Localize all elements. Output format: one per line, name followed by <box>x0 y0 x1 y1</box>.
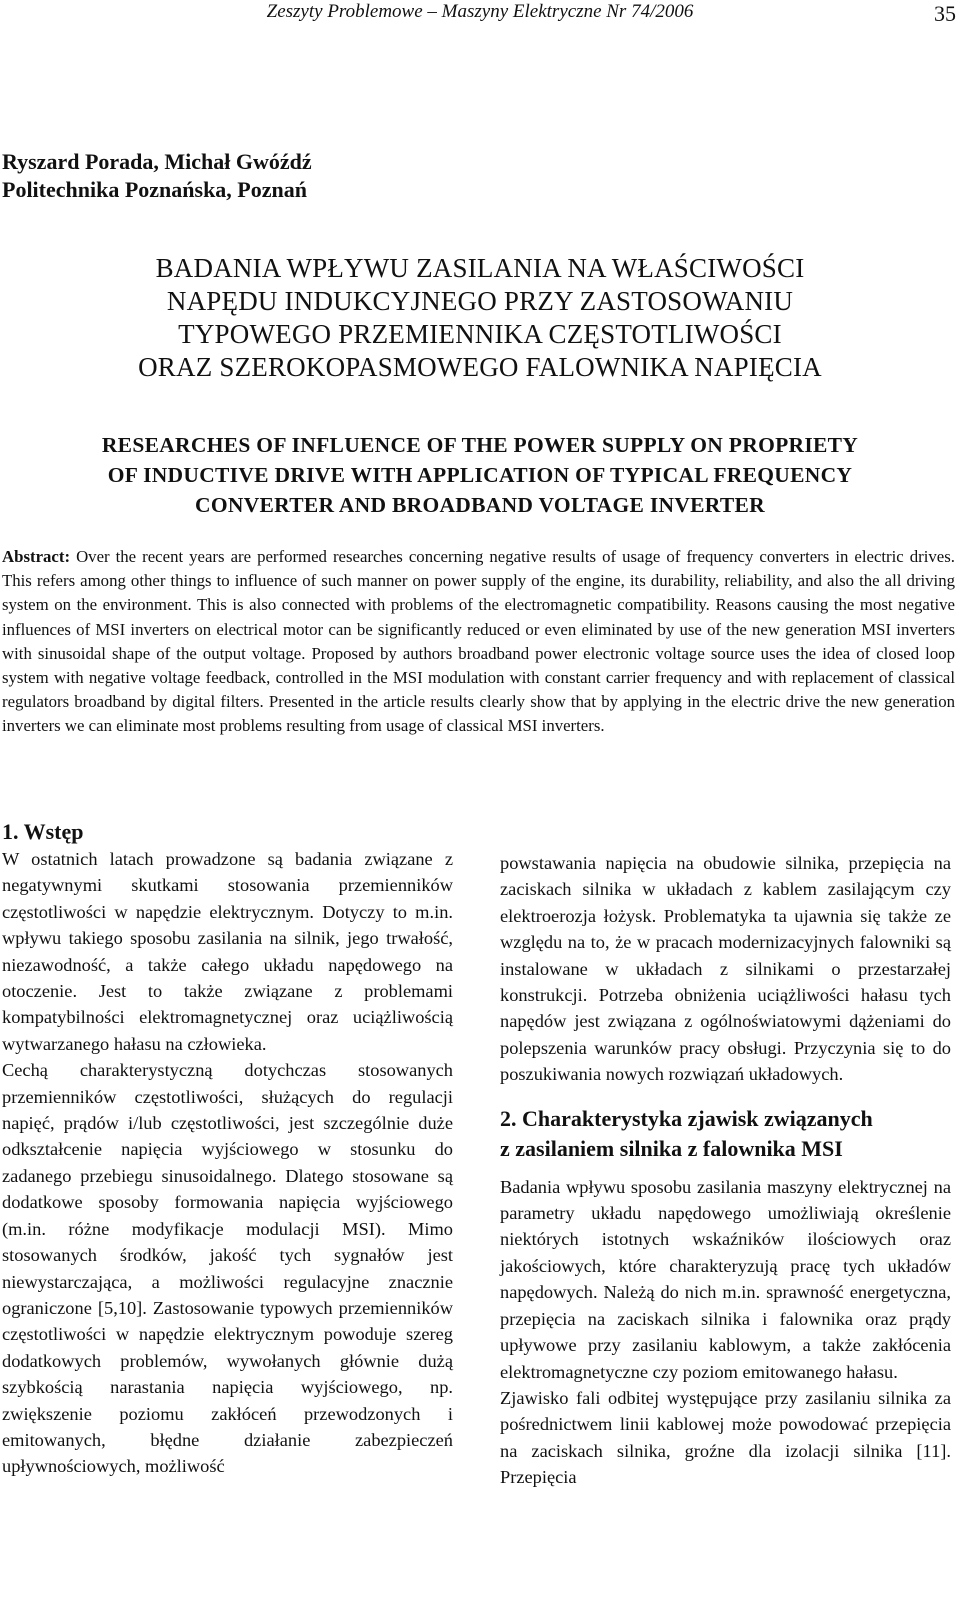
right-column <box>500 850 951 1491</box>
section-1-continuation: powstawania napięcia na obudowie silnika, przepięcia na zaciskach silnika w układach z kablem zasilającym czy elektroerozja łożysk. Problematyka ta ujawnia się także ze względu na to, że w pracach modernizacyjnych falowniki są instalowane w układach z silnikami o przestarzałej konstrukcji. Potrzeba obniżenia uciążliwości hałasu tych napędów jest związana z ogólnoświatowymi dążeniami do polepszenia warunków pracy obsługi. Przyczynia się to do poszukiwania nowych rozwiązań układowych. <box>500 853 951 1085</box>
title-polish-line: ORAZ SZEROKOPASMOWEGO FALOWNIKA NAPIĘCIA <box>138 352 822 382</box>
section-2-paragraph: Zjawisko fali odbitej występujące przy zasilaniu silnika za pośrednictwem linii kablowej może powodować przepięcia na zaciskach silnika, groźne dla izolacji silnika [11]. Przepięcia <box>500 1387 951 1488</box>
title-english-line: CONVERTER AND BROADBAND VOLTAGE INVERTER <box>195 493 765 517</box>
title-english-line: OF INDUCTIVE DRIVE WITH APPLICATION OF TYPICAL FREQUENCY <box>107 463 853 487</box>
author-affiliation: Politechnika Poznańska, Poznań <box>2 177 307 202</box>
page-number: 35 <box>934 1 956 26</box>
section-1-heading: 1. Wstęp <box>2 819 84 844</box>
abstract <box>2 545 955 739</box>
section-1-paragraph: W ostatnich latach prowadzone są badania związane z negatywnymi skutkami stosowania przemienników częstotliwości w napędzie elektrycznym. Dotyczy to m.in. wpływu takiego sposobu zasilania na silnik, jego trwałość, niezawodność, a także całego układu napędowego na otoczenie. Jest to także związane z problemami kompatybilności elektromagnetycznej oraz uciążliwością wytwarzanego hałasu na człowieka. <box>2 849 453 1054</box>
section-2-heading-line: z zasilaniem silnika z falownika MSI <box>500 1135 843 1161</box>
journal-header: Zeszyty Problemowe – Maszyny Elektryczne Nr 74/2006 <box>266 1 694 22</box>
author-block <box>2 148 312 204</box>
abstract-label: Abstract: <box>2 547 71 566</box>
author-names: Ryszard Porada, Michał Gwóźdź <box>2 149 312 174</box>
title-english-line: RESEARCHES OF INFLUENCE OF THE POWER SUPPLY ON PROPRIETY <box>101 433 859 457</box>
abstract-text: Over the recent years are performed researches concerning negative results of usage of frequency converters in electric drives. This refers among other things to influence of such manner on power supply of the engine, its durability, reliability, and also the all driving system on the environment. This is also connected with problems of the electromagnetic compatibility. Reasons causing the most negative influences of MSI inverters on electrical motor can be significantly reduced or even eliminated by use of the new generation MSI inverters with sinusoidal shape of the output voltage. Proposed by authors broadband power electronic voltage source uses the idea of closed loop system with negative voltage feedback, controlled in the MSI modulation with constant carrier frequency and with replacement of classical regulators broadband by digital filters. Presented in the article results clearly show that by applying in the electric drive the new generation inverters we can eliminate most problems resulting from usage of classical MSI inverters. <box>2 547 955 736</box>
section-2-heading-line: 2. Charakterystyka zjawisk związanych <box>500 1105 873 1131</box>
title-polish-line: NAPĘDU INDUKCYJNEGO PRZY ZASTOSOWANIU <box>166 286 794 316</box>
section-2-heading <box>500 1104 951 1164</box>
section-2-paragraph: Badania wpływu sposobu zasilania maszyny elektrycznej na parametry układu napędowego umożliwiają określenie niektórych istotnych wskaźników ilościowych oraz jakościowych, które charakteryzują pracę tych układów napędowych. Należą do nich m.in. sprawność energetyczna, przepięcia na zaciskach silnika i falownika oraz prądy upływowe przy zasilaniu kablowym, a także zakłócenia elektromagnetyczne czy poziom emitowanego hałasu. <box>500 1176 951 1382</box>
section-1-paragraph: Cechą charakterystyczną dotychczas stosowanych przemienników częstotliwości, służących do regulacji napięć, prądów i/lub częstotliwości, jest szczególnie duże odkształcenie napięcia wyjściowego w stosunku do zadanego przebiegu sinusoidalnego. Dlatego stosowane są dodatkowe sposoby formowania napięcia wyjściowego (m.in. różne modyfikacje modulacji MSI). Mimo stosowanych środków, jakość tych sygnałów jest niewystarczająca, a możliwości regulacyjne znacznie ograniczone [5,10]. Zastosowanie typowych przemienników częstotliwości w napędzie elektrycznym powoduje szereg dodatkowych problemów, wywołanych głównie dużą szybkością narastania napięcia wyjściowego, np. zwiększenie poziomu zakłóceń przewodzonych i emitowanych, błędne działanie zabezpieczeń upływnościowych, możliwość <box>2 1060 453 1477</box>
title-english <box>0 430 960 520</box>
title-polish <box>0 252 960 384</box>
title-polish-line: BADANIA WPŁYWU ZASILANIA NA WŁAŚCIWOŚCI <box>155 253 805 283</box>
left-column <box>2 846 453 1480</box>
title-polish-line: TYPOWEGO PRZEMIENNIKA CZĘSTOTLIWOŚCI <box>178 319 782 349</box>
